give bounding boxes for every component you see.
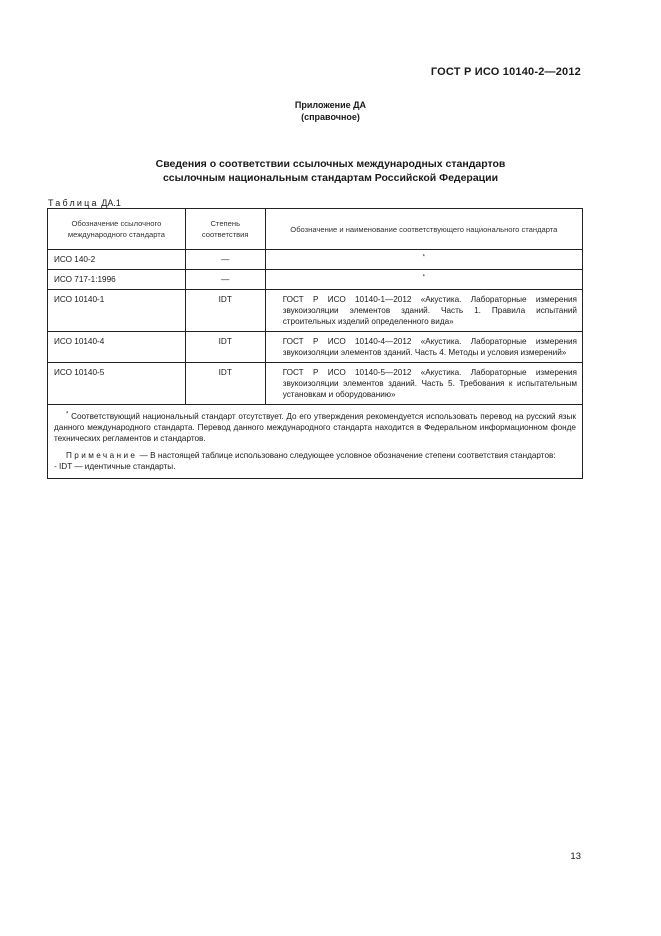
footnote-mark: * <box>66 411 69 418</box>
column-header-international: Обозначение ссылочного международного стандарта <box>48 209 186 250</box>
table-header-row <box>48 209 583 250</box>
cell-degree: IDT <box>185 290 265 332</box>
cell-international-code: ИСО 10140-4 <box>48 332 186 363</box>
national-standard-text: ГОСТ Р ИСО 10140-4—2012 «Акустика. Лабораторные измерения звукоизоляции элементов зданий. Часть 4. Методы и условия измерений» <box>282 337 577 357</box>
footnote-mark: * <box>422 274 426 281</box>
cell-international-code: ИСО 140-2 <box>48 250 186 270</box>
note-text: — В настоящей таблице использовано следующее условное обозначение степени соответствия стандартов: <box>139 451 556 460</box>
cell-degree: IDT <box>185 363 265 405</box>
cell-national <box>265 363 582 405</box>
cell-national <box>265 332 582 363</box>
note-label: Примечание <box>66 451 138 460</box>
annex-block <box>0 99 661 123</box>
table-row <box>48 332 583 363</box>
cell-international-code: ИСО 10140-1 <box>48 290 186 332</box>
cell-national <box>265 250 582 270</box>
footnote <box>54 411 576 444</box>
table-footer <box>48 405 583 479</box>
page-number: 13 <box>570 851 581 862</box>
section-heading <box>0 157 661 185</box>
cell-degree: — <box>185 270 265 290</box>
section-heading-line-1: Сведения о соответствии ссылочных международных стандартов <box>155 158 506 170</box>
table-row <box>48 270 583 290</box>
note <box>54 450 576 461</box>
table-row <box>48 250 583 270</box>
correspondence-table <box>47 208 583 479</box>
cell-degree: IDT <box>185 332 265 363</box>
section-heading-line-2: ссылочным национальным стандартам Российской Федерации <box>162 172 499 184</box>
cell-international-code: ИСО 10140-5 <box>48 363 186 405</box>
annex-title: Приложение ДА <box>294 100 367 110</box>
cell-international-code: ИСО 717-1:1996 <box>48 270 186 290</box>
column-header-national: Обозначение и наименование соответствующего национального стандарта <box>265 209 582 250</box>
table-caption <box>48 198 121 208</box>
cell-national <box>265 270 582 290</box>
national-standard-text: ГОСТ Р ИСО 10140-5—2012 «Акустика. Лабораторные измерения звукоизоляции элементов зданий. Часть 5. Требования к испытательным установкам и оборудованию» <box>282 368 577 399</box>
table-caption-word: Таблица <box>48 198 99 208</box>
footnote-mark: * <box>422 254 426 261</box>
annex-subtitle: (справочное) <box>301 112 360 122</box>
column-header-degree: Степень соответствия <box>185 209 265 250</box>
document-code: ГОСТ Р ИСО 10140-2—2012 <box>430 66 581 78</box>
national-standard-text: ГОСТ Р ИСО 10140-1—2012 «Акустика. Лабораторные измерения звукоизоляции элементов зданий. Часть 1. Правила испытаний строительных изделий определенного вида» <box>282 295 577 326</box>
cell-national <box>265 290 582 332</box>
table-caption-number: ДА.1 <box>101 198 121 208</box>
table-row <box>48 363 583 405</box>
table-row <box>48 290 583 332</box>
table-footer-row <box>48 405 583 479</box>
note-item: - IDT — идентичные стандарты. <box>54 462 176 471</box>
footnote-text: Соответствующий национальный стандарт отсутствует. До его утверждения рекомендуется использовать перевод на русский язык данного международного стандарта. Перевод данного международного стандарта находится в Федеральном информационном фонде технических регламентов и стандартов. <box>54 412 576 443</box>
cell-degree: — <box>185 250 265 270</box>
